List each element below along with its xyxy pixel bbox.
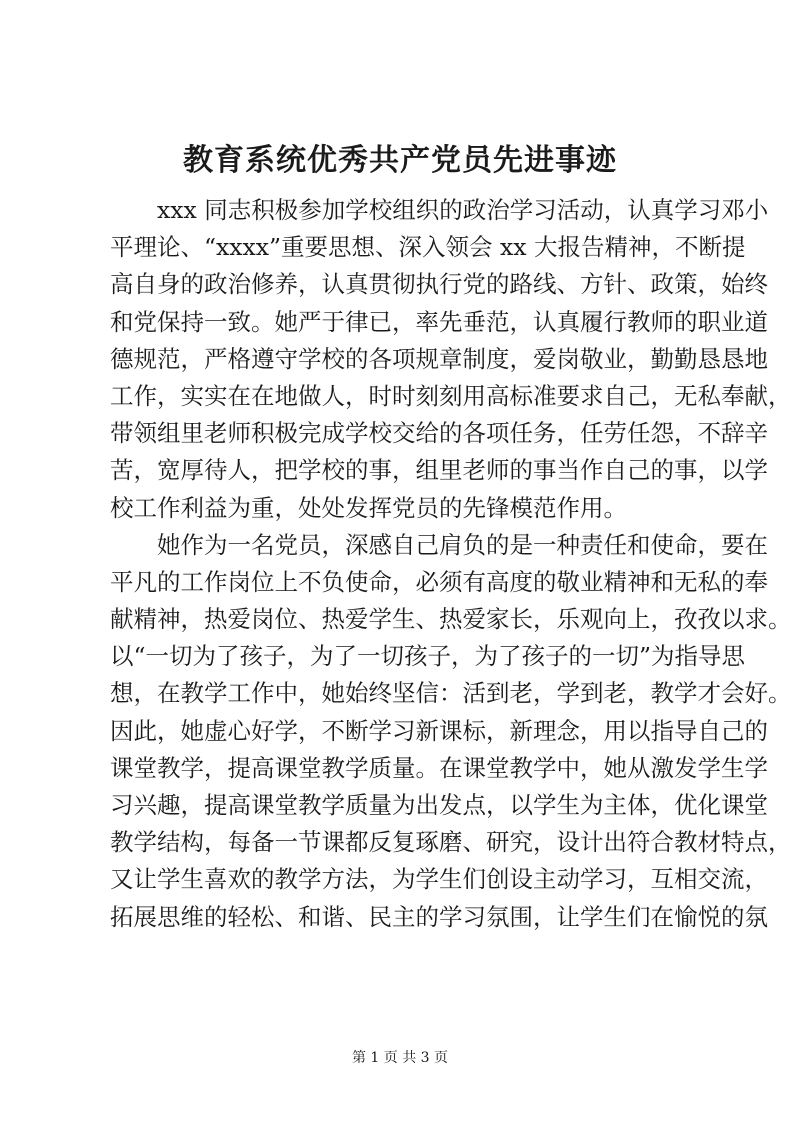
body-line: 想，在教学工作中，她始终坚信：活到老，学到老，教学才会好。 — [110, 679, 792, 708]
body-line: 工作，实实在在地做人，时时刻刻用高标准要求自己，无私奉献， — [110, 381, 792, 410]
body-line: 她作为一名党员，深感自己肩负的是一种责任和使命，要在 — [157, 530, 768, 559]
body-line: 高自身的政治修养，认真贯彻执行党的路线、方针、政策，始终 — [110, 270, 768, 299]
body-line: 献精神，热爱岗位、热爱学生、热爱家长，乐观向上，孜孜以求。 — [110, 605, 792, 634]
body-line: 带领组里老师积极完成学校交给的各项任务，任劳任怨，不辞辛 — [110, 419, 768, 448]
body-line: 以“一切为了孩子，为了一切孩子，为了孩子的一切”为指导思 — [110, 642, 746, 671]
body-line: 课堂教学，提高课堂教学质量。在课堂教学中，她从激发学生学 — [110, 753, 768, 782]
document-body — [110, 192, 792, 936]
body-line: 和党保持一致。她严于律已，率先垂范，认真履行教师的职业道 — [110, 307, 768, 336]
body-line: 德规范，严格遵守学校的各项规章制度，爱岗敬业，勤勤恳恳地 — [110, 344, 768, 373]
page-title: 教育系统优秀共产党员先进事迹 — [183, 143, 617, 178]
body-line: 拓展思维的轻松、和谐、民主的学习氛围，让学生们在愉悦的氛 — [110, 902, 768, 931]
body-line: 又让学生喜欢的教学方法，为学生们创设主动学习，互相交流， — [110, 865, 768, 894]
body-line: 平凡的工作岗位上不负使命，必须有高度的敬业精神和无私的奉 — [110, 567, 768, 596]
body-line: 习兴趣，提高课堂教学质量为出发点，以学生为主体，优化课堂 — [110, 791, 768, 819]
body-line: 校工作利益为重，处处发挥党员的先锋模范作用。 — [110, 493, 627, 522]
body-line: 因此，她虚心好学，不断学习新课标，新理念，用以指导自己的 — [110, 716, 768, 745]
body-line: 苦，宽厚待人，把学校的事，组里老师的事当作自己的事，以学 — [110, 456, 768, 485]
body-line: 教学结构，每备一节课都反复琢磨、研究，设计出符合教材特点， — [110, 828, 792, 857]
body-line: 平理论、“xxxx”重要思想、深入领会 xx 大报告精神，不断提 — [110, 233, 746, 262]
body-line: xxx 同志积极参加学校组织的政治学习活动，认真学习邓小 — [157, 196, 769, 224]
page-footer: 第 1 页 共 3 页 — [351, 1050, 449, 1066]
